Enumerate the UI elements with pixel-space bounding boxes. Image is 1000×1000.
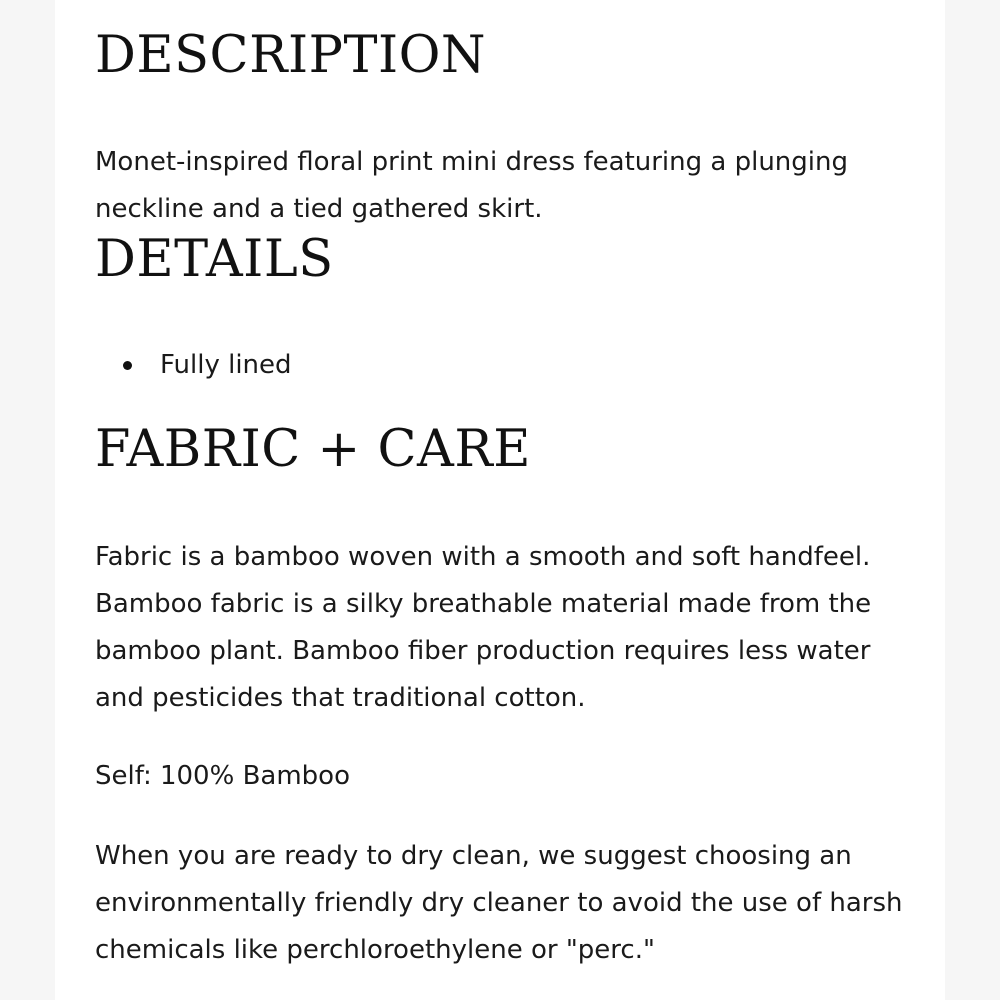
product-info-page	[55, 0, 945, 1000]
details-item-label: Fully lined	[160, 350, 292, 380]
fabric-care-heading: FABRIC + CARE	[95, 420, 531, 479]
care-instructions-text: When you are ready to dry clean, we suggest choosing an environmentally friendly dry cleaner to avoid the use of harsh chemicals like perchloroethylene or "perc."	[95, 841, 903, 965]
bullet-icon	[123, 361, 132, 370]
fabric-composition-text: Self: 100% Bamboo	[95, 761, 350, 791]
details-list	[95, 342, 292, 389]
details-heading: DETAILS	[95, 230, 334, 289]
details-list-item	[160, 342, 292, 389]
fabric-description-text: Fabric is a bamboo woven with a smooth and soft handfeel. Bamboo fabric is a silky breathable material made from the bamboo plant. Bamboo fiber production requires less water and pesticides that traditional cotton.	[95, 542, 872, 713]
description-heading: DESCRIPTION	[95, 26, 487, 85]
description-text: Monet-inspired floral print mini dress featuring a plunging neckline and a tied gathered skirt.	[95, 147, 848, 224]
